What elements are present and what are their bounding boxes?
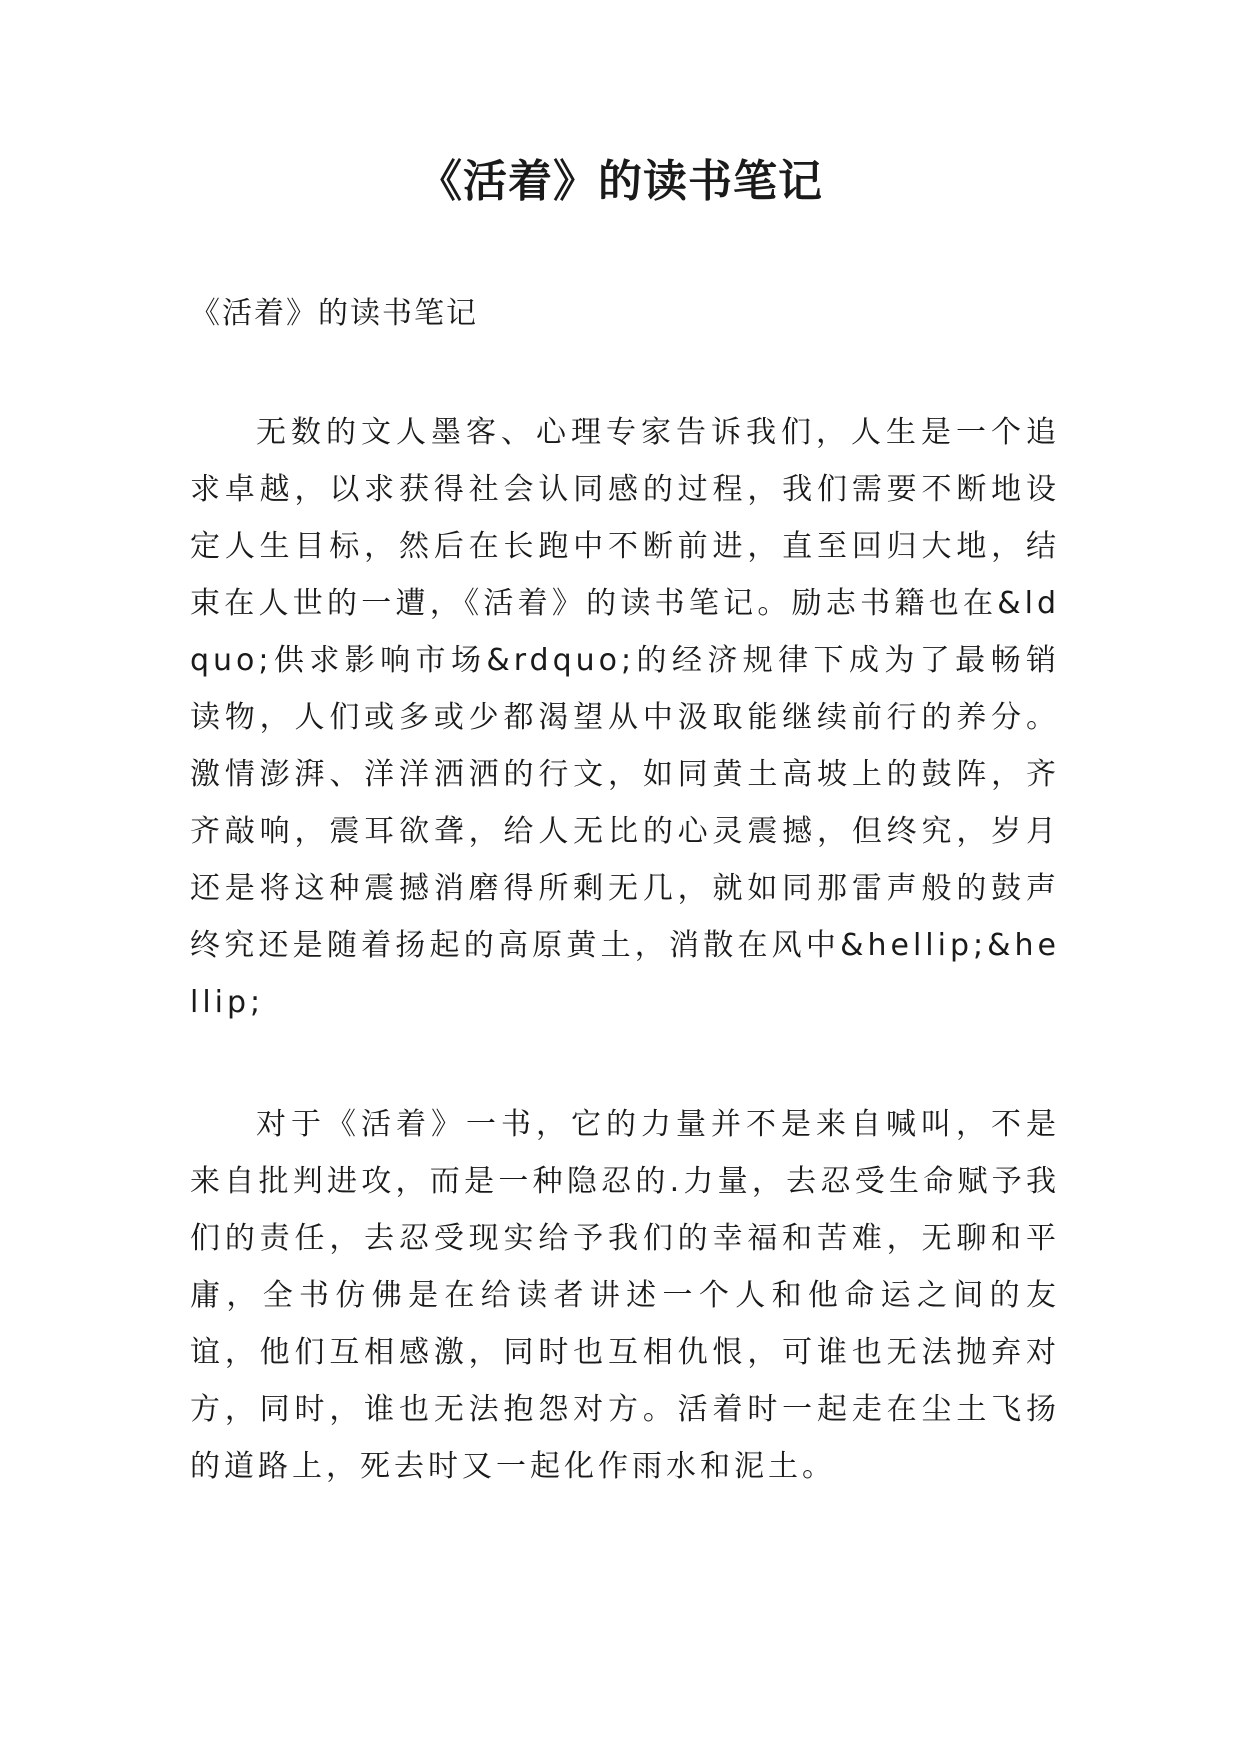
paragraph-1: 无数的文人墨客、心理专家告诉我们，人生是一个追求卓越，以求获得社会认同感的过程，我们需要不断地设定人生目标，然后在长跑中不断前进，直至回归大地，结束在人世的一遭，《活着》的读书笔记。励志书籍也在&ldquo;供求影响市场&rdquo;的经济规律下成为了最畅销读物，人们或多或少都渴望从中汲取能继续前行的养分。激情澎湃、洋洋洒洒的行文，如同黄土高坡上的鼓阵，齐齐敲响，震耳欲聋，给人无比的心灵震撼，但终究，岁月还是将这种震撼消磨得所剩无几，就如同那雷声般的鼓声终究还是随着扬起的高原黄土，消散在风中&hellip;&hellip; — [190, 415, 1060, 1020]
paragraph-2: 对于《活着》一书，它的力量并不是来自喊叫，不是来自批判进攻，而是一种隐忍的.力量，去忍受生命赋予我们的责任，去忍受现实给予我们的幸福和苦难，无聊和平庸，全书仿佛是在给读者讲述一个人和他命运之间的友谊，他们互相感激，同时也互相仇恨，可谁也无法抛弃对方，同时，谁也无法抱怨对方。活着时一起走在尘土飞扬的道路上，死去时又一起化作雨水和泥土。 — [190, 1107, 1060, 1484]
document-subtitle: 《活着》的读书笔记 — [190, 296, 478, 331]
document-title: 《活着》的读书笔记 — [418, 156, 823, 207]
